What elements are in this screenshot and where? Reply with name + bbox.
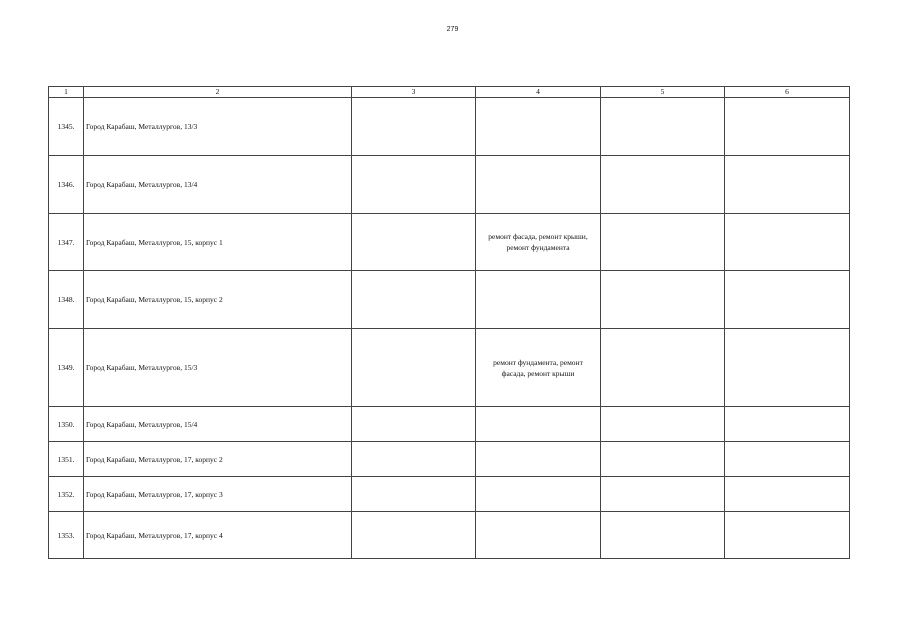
table-row (49, 271, 850, 329)
repair-works-cell (476, 329, 601, 407)
column-3-cell (352, 98, 476, 156)
page-number: 279 (446, 26, 459, 33)
column-3-cell (352, 271, 476, 329)
repair-works-line: ремонт фундамента, ремонт (493, 357, 583, 367)
column-header-3: 3 (352, 87, 476, 98)
repair-works-cell (476, 214, 601, 271)
address-cell: Город Карабаш, Металлургов, 15, корпус 2 (84, 271, 352, 329)
address-cell: Город Карабаш, Металлургов, 13/3 (84, 98, 352, 156)
column-5-cell (601, 329, 725, 407)
column-header-1: 1 (49, 87, 84, 98)
row-number-cell: 1349. (49, 329, 84, 407)
repair-works-line: ремонт фасада, ремонт крыши, (488, 232, 588, 241)
column-6-cell (725, 477, 850, 512)
row-number-cell: 1353. (49, 512, 84, 559)
repair-works-cell (476, 156, 601, 214)
header-row (49, 87, 850, 98)
column-3-cell (352, 477, 476, 512)
repair-works-cell (476, 407, 601, 442)
column-header-6: 6 (725, 87, 850, 98)
table-row (49, 98, 850, 156)
column-header-4: 4 (476, 87, 601, 98)
column-6-cell (725, 214, 850, 271)
address-cell: Город Карабаш, Металлургов, 13/4 (84, 156, 352, 214)
column-6-cell (725, 407, 850, 442)
column-5-cell (601, 477, 725, 512)
table-row (49, 156, 850, 214)
row-number-cell: 1347. (49, 214, 84, 271)
row-number-cell: 1348. (49, 271, 84, 329)
address-cell: Город Карабаш, Металлургов, 17, корпус 3 (84, 477, 352, 512)
column-5-cell (601, 512, 725, 559)
row-number-cell: 1350. (49, 407, 84, 442)
address-cell: Город Карабаш, Металлургов, 17, корпус 4 (84, 512, 352, 559)
column-6-cell (725, 156, 850, 214)
column-5-cell (601, 156, 725, 214)
address-cell: Город Карабаш, Металлургов, 15, корпус 1 (84, 214, 352, 271)
column-3-cell (352, 214, 476, 271)
row-number-cell: 1351. (49, 442, 84, 477)
repair-works-cell (476, 442, 601, 477)
column-6-cell (725, 512, 850, 559)
row-number-cell: 1345. (49, 98, 84, 156)
repair-works-cell (476, 477, 601, 512)
column-6-cell (725, 98, 850, 156)
column-3-cell (352, 512, 476, 559)
column-6-cell (725, 329, 850, 407)
table-row (49, 477, 850, 512)
column-3-cell (352, 407, 476, 442)
table-row (49, 512, 850, 559)
column-5-cell (601, 442, 725, 477)
column-3-cell (352, 329, 476, 407)
table-row (49, 329, 850, 407)
column-6-cell (725, 442, 850, 477)
column-header-5: 5 (601, 87, 725, 98)
address-cell: Город Карабаш, Металлургов, 17, корпус 2 (84, 442, 352, 477)
housing-repair-table (48, 86, 850, 559)
column-6-cell (725, 271, 850, 329)
table-row (49, 407, 850, 442)
table-body (49, 98, 850, 559)
row-number-cell: 1346. (49, 156, 84, 214)
row-number-cell: 1352. (49, 477, 84, 512)
column-5-cell (601, 271, 725, 329)
table-row (49, 214, 850, 271)
repair-works-cell (476, 512, 601, 559)
column-3-cell (352, 442, 476, 477)
column-5-cell (601, 407, 725, 442)
column-header-2: 2 (84, 87, 352, 98)
column-5-cell (601, 98, 725, 156)
repair-works-cell (476, 98, 601, 156)
column-3-cell (352, 156, 476, 214)
repair-works-line: ремонт фундамента (506, 243, 570, 252)
repair-works-cell (476, 271, 601, 329)
address-cell: Город Карабаш, Металлургов, 15/4 (84, 407, 352, 442)
column-5-cell (601, 214, 725, 271)
address-cell: Город Карабаш, Металлургов, 15/3 (84, 329, 352, 407)
repair-works-line: фасада, ремонт крыши (501, 368, 575, 378)
table-row (49, 442, 850, 477)
